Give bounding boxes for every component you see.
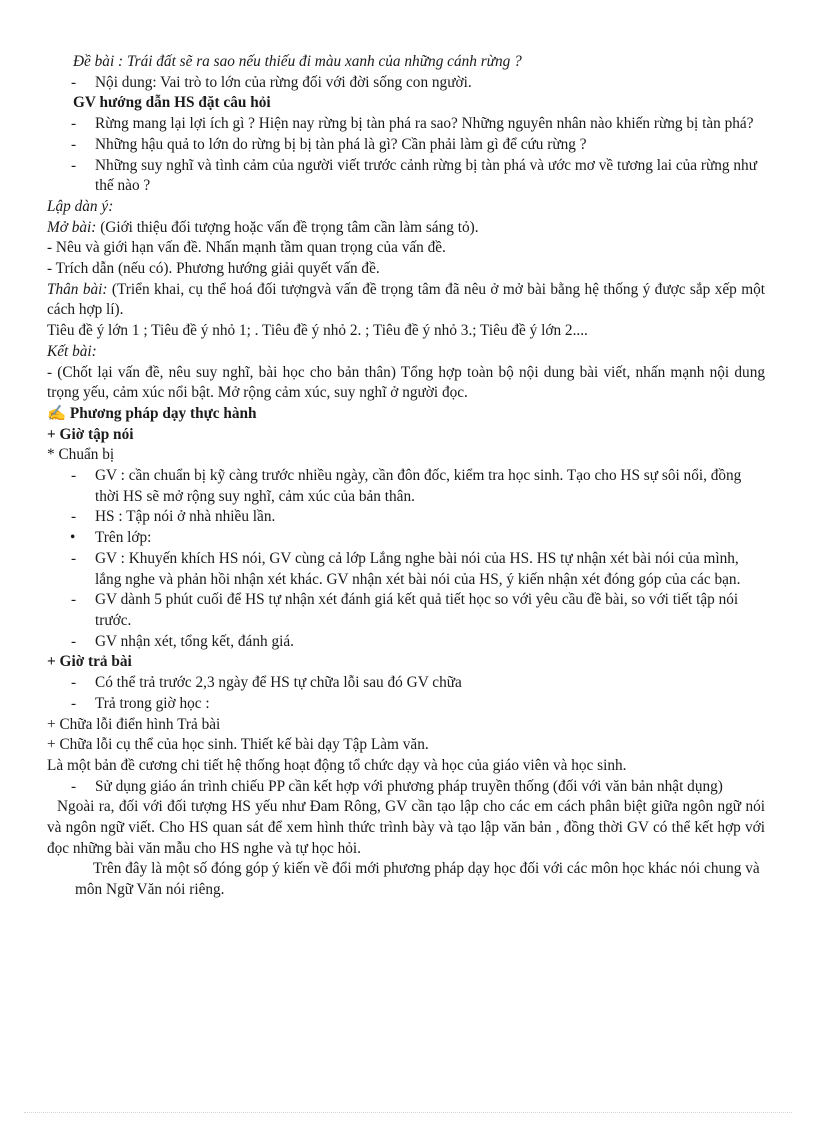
question-text: Rừng mang lại lợi ích gì ? Hiện nay rừng bị tàn phá ra sao? Những nguyên nhân nào khiến rừng bị tàn phá? [95, 115, 754, 133]
class-item-text: GV nhận xét, tổng kết, đánh giá. [95, 632, 294, 650]
gv-guidance-heading: GV hướng dẫn HS đặt câu hỏi [73, 94, 271, 112]
list-item [47, 632, 765, 653]
return-item-text: Có thể trả trước 2,3 ngày để HS tự chữa lỗi sau đó GV chữa [95, 674, 462, 692]
dash-marker: - [71, 674, 77, 692]
return-item-text: Trả trong giờ học : [95, 694, 210, 712]
list-item [47, 694, 765, 715]
closing-paragraph: Trên đây là một số đóng góp ý kiến về đổi mới phương pháp dạy học đối với các môn học khác nói chung và môn Ngữ Văn nói riêng. [75, 860, 760, 899]
list-item [47, 156, 765, 197]
dash-marker: - [71, 549, 77, 567]
dash-marker: - [71, 467, 77, 485]
question-text: Những hậu quả to lớn do rừng bị bị tàn phá là gì? Cần phải làm gì để cứu rừng ? [95, 135, 587, 153]
writing-hand-icon: ✍ [47, 404, 67, 422]
dash-marker: - [71, 777, 77, 795]
dash-marker: - [71, 508, 77, 526]
bullet-marker: • [70, 529, 76, 547]
essay-topic: Đề bài : Trái đất sẽ ra sao nếu thiếu đi màu xanh của những cánh rừng ? [73, 53, 522, 70]
question-text: Những suy nghĩ và tình cảm của người viết trước cảnh rừng bị tàn phá và ước mơ về tương lai của rừng như thế nào ? [95, 156, 757, 195]
dash-marker: - [71, 73, 77, 91]
content-text: Nội dung: Vai trò to lớn của rừng đối với đời sống con người. [95, 73, 472, 91]
body-section [47, 280, 765, 321]
outline-title: Lập dàn ý: [47, 197, 114, 215]
conclusion-label: Kết bài: [47, 342, 97, 360]
fix-line: + Chữa lỗi cụ thể của học sinh. Thiết kế bài dạy Tập Làm văn. [47, 736, 429, 754]
list-item [47, 114, 765, 135]
prep-item-text: HS : Tập nói ở nhà nhiều lần. [95, 508, 276, 526]
intro-item: - Nêu và giới hạn vấn đề. Nhấn mạnh tầm quan trọng của vấn đề. [47, 239, 446, 257]
body-label: Thân bài: [47, 280, 108, 298]
intro-item: - Trích dẫn (nếu có). Phương hướng giải quyết vấn đề. [47, 260, 380, 278]
return-heading: + Giờ trả bài [47, 653, 132, 671]
preparation-line: * Chuẩn bị [47, 446, 115, 464]
document-page [47, 52, 765, 901]
page-bottom-border [24, 1112, 792, 1113]
pp-item-text: Sử dụng giáo án trình chiếu PP cần kết hợp với phương pháp truyền thống (đối với văn bản nhật dụng) [95, 777, 723, 795]
conclusion-text: - (Chốt lại vấn đề, nêu suy nghĩ, bài học cho bản thân) Tổng hợp toàn bộ nội dung bài viết, nhấn mạnh nội dung trọng yếu, cảm xúc nổi bật. Mở rộng cảm xúc, suy nghĩ ở người đọc. [47, 363, 765, 402]
in-class-label: Trên lớp: [95, 529, 152, 547]
dash-marker: - [71, 156, 77, 174]
dash-marker: - [71, 591, 77, 609]
dash-marker: - [71, 115, 77, 133]
lesson-plan-line: Là một bản đề cương chi tiết hệ thống hoạt động tổ chức dạy và học của giáo viên và học sinh. [47, 756, 627, 774]
list-item [47, 549, 765, 590]
fix-line: + Chữa lỗi điển hình Trả bài [47, 715, 221, 733]
method-heading-row [47, 404, 765, 425]
list-item [47, 590, 765, 631]
intro-section [47, 218, 765, 239]
dash-marker: - [71, 694, 77, 712]
class-item-text: GV : Khuyến khích HS nói, GV cùng cả lớp Lắng nghe bài nói của HS. HS tự nhận xét bài nói của mình, lắng nghe và phản hồi nhận xét khác. GV nhận xét bài nói của HS, ý kiến nhận xét đóng góp của các bạn. [95, 549, 741, 588]
content-line [47, 73, 765, 94]
intro-label: Mở bài: [47, 218, 97, 236]
list-item [47, 466, 765, 507]
body-headings-line: Tiêu đề ý lớn 1 ; Tiêu đề ý nhỏ 1; . Tiêu đề ý nhỏ 2. ; Tiêu đề ý nhỏ 3.; Tiêu đề ý lớn 2.... [47, 322, 588, 340]
intro-text: (Giới thiệu đối tượng hoặc vấn đề trọng tâm cần làm sáng tỏ). [96, 218, 479, 236]
paragraph: Ngoài ra, đối với đối tượng HS yếu như Đam Rông, GV cần tạo lập cho các em cách phân biệt giữa ngôn ngữ nói và ngôn ngữ viết. Cho HS quan sát để xem hình thức trình bày và tạo lập văn bản , đồng thời GV có thể kết hợp với đọc những bài văn mẫu cho HS nghe và tự học hỏi. [47, 798, 765, 857]
list-item [47, 507, 765, 528]
list-item [47, 135, 765, 156]
list-item [47, 528, 765, 549]
list-item [47, 777, 765, 798]
dash-marker: - [71, 632, 77, 650]
dash-marker: - [71, 135, 77, 153]
prep-item-text: GV : cần chuẩn bị kỹ càng trước nhiều ngày, cần đôn đốc, kiểm tra học sinh. Tạo cho HS sự sôi nổi, đồng thời HS sẽ mở rộng suy nghĩ, cảm xúc của bản thân. [95, 467, 742, 505]
body-text: (Triển khai, cụ thể hoá đối tượngvà vấn đề trọng tâm đã nêu ở mở bài bằng hệ thống ý được sắp xếp một cách hợp lí). [47, 280, 765, 319]
list-item [47, 673, 765, 694]
class-item-text: GV dành 5 phút cuối để HS tự nhận xét đánh giá kết quả tiết học so với yêu cầu đề bài, so với tiết tập nói trước. [95, 591, 739, 629]
speaking-heading: + Giờ tập nói [47, 425, 134, 443]
method-heading: Phương pháp dạy thực hành [69, 404, 257, 422]
